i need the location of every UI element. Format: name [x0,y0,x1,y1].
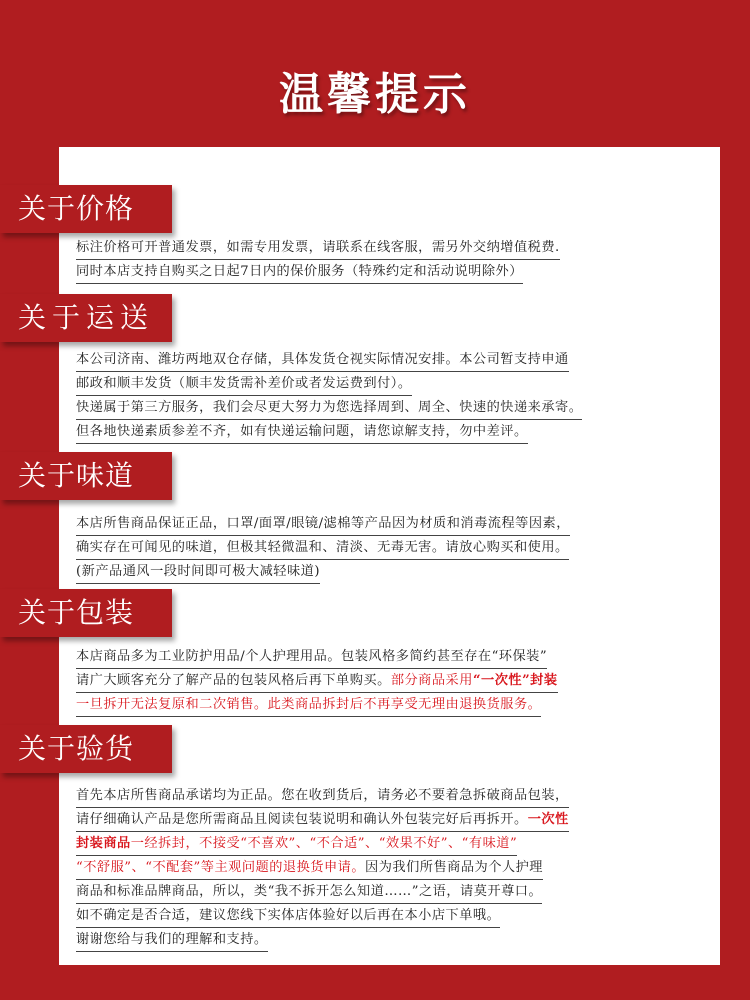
section-tag-price: 关于价格 [0,185,172,233]
section-text-shipping [76,350,706,446]
text-line: 标注价格可开普通发票，如需专用发票，请联系在线客服，需另外交纳增值税费. [76,238,560,260]
text-line: 商品和标准品牌商品，所以，类“我不拆开怎么知道……”之语，请莫开尊口。 [76,882,542,904]
section-tag-packaging: 关于包装 [0,589,172,637]
text-segment: 因为我们所售商品为个人护理 [365,860,543,875]
text-line: 同时本店支持自购买之日起7日内的保价服务（特殊约定和活动说明除外） [76,262,523,284]
section-text-price [76,238,706,286]
text-line: 邮政和顺丰发货（顺丰发货需补差价或者发运费到付）。 [76,374,412,396]
text-line [76,810,569,832]
text-line: (新产品通风一段时间即可极大减轻味道) [76,562,320,584]
text-line [76,834,517,856]
text-line [76,671,558,693]
section-text-smell [76,514,706,586]
text-line: 快递属于第三方服务，我们会尽更大努力为您选择周到、周全、快速的快递来承寄。 [76,398,582,420]
text-segment: 请仔细确认产品是您所需商品且阅读包装说明和确认外包装完好后再拆开。 [76,812,528,827]
warning-emphasis: 一次性 [527,812,569,827]
text-line: 本公司济南、潍坊两地双仓存储，具体发货仓视实际情况安排。本公司暂支持申通 [76,350,569,372]
section-tag-inspection: 关于验货 [0,725,172,773]
warning-emphasis: “一次性”封装 [472,673,558,688]
text-line: 首先本店所售商品承诺均为正品。您在收到货后，请务必不要着急拆破商品包装， [76,786,569,808]
warning-text: 一经拆封，不接受“不喜欢”、“不合适”、“效果不好”、“有味道” [130,836,518,851]
text-line: 本店商品多为工业防护用品/个人护理用品。包装风格多简约甚至存在“环保装” [76,647,547,669]
section-text-inspection [76,786,706,954]
section-text-packaging [76,647,706,719]
text-line [76,858,543,880]
warning-text: 一旦拆开无法复原和二次销售。此类商品拆封后不再享受无理由退换货服务。 [76,695,541,717]
section-tag-shipping: 关于运送 [0,294,172,342]
warning-text: “不舒服”、“不配套”等主观问题的退换货申请。 [76,860,366,875]
warning-text: 部分商品采用 [390,673,473,688]
text-line: 确实存在可闻见的味道，但极其轻微温和、清淡、无毒无害。请放心购买和使用。 [76,538,569,560]
text-line: 本店所售商品保证正品，口罩/面罩/眼镜/滤棉等产品因为材质和消毒流程等因素， [76,514,570,536]
warning-emphasis: 封装商品 [76,836,131,851]
text-line: 但各地快递素质参差不齐，如有快递运输问题，请您谅解支持，勿中差评。 [76,422,528,444]
page-title: 温馨提示 [279,69,471,120]
text-line: 如不确定是否合适，建议您线下实体店体验好以后再在本小店下单哦。 [76,906,500,928]
text-segment: 请广大顾客充分了解产品的包装风格后再下单购买。 [76,673,391,688]
text-line: 谢谢您给与我们的理解和支持。 [76,930,268,952]
section-tag-smell: 关于味道 [0,452,172,500]
